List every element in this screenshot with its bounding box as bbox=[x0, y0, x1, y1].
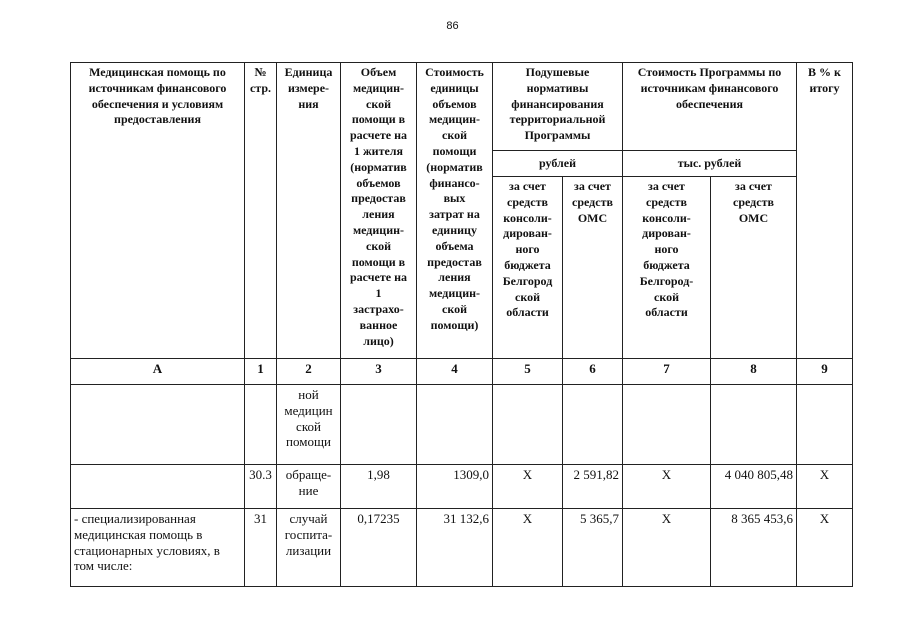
header-unit-thousand-rubles: тыс. рублей bbox=[623, 151, 797, 177]
header-unit: Единица измере- ния bbox=[277, 63, 341, 359]
column-index: 2 bbox=[277, 359, 341, 385]
row-oms-thousand bbox=[711, 385, 797, 465]
column-index: 6 bbox=[563, 359, 623, 385]
row-regional-thousand: Х bbox=[623, 509, 711, 587]
row-unit-cost: 31 132,6 bbox=[417, 509, 493, 587]
row-percent: Х bbox=[797, 465, 853, 509]
row-unit: случай госпита- лизации bbox=[277, 509, 341, 587]
column-index: 7 bbox=[623, 359, 711, 385]
row-name: - специализированная медицинская помощь в стационарных условиях, в том числе: bbox=[71, 509, 245, 587]
row-volume: 1,98 bbox=[341, 465, 417, 509]
header-row-number: № стр. bbox=[245, 63, 277, 359]
column-index: 5 bbox=[493, 359, 563, 385]
header-regional-budget-rubles: за счет средств консоли- дирован- ного бюджета Белгород ской области bbox=[493, 177, 563, 359]
row-name bbox=[71, 385, 245, 465]
row-volume: 0,17235 bbox=[341, 509, 417, 587]
column-index: 4 bbox=[417, 359, 493, 385]
row-volume bbox=[341, 385, 417, 465]
row-regional-thousand bbox=[623, 385, 711, 465]
row-oms-rubles bbox=[563, 385, 623, 465]
header-oms-rubles: за счет средств ОМС bbox=[563, 177, 623, 359]
column-index: А bbox=[71, 359, 245, 385]
header-volume-norm: Объем медицин- ской помощи в расчете на 1 жителя (норматив объемов предостав ления медицин- ской помощи в расчете на 1 застрахо- ванное лицо) bbox=[341, 63, 417, 359]
column-index: 8 bbox=[711, 359, 797, 385]
row-oms-thousand: 8 365 453,6 bbox=[711, 509, 797, 587]
row-oms-thousand: 4 040 805,48 bbox=[711, 465, 797, 509]
row-name bbox=[71, 465, 245, 509]
column-index: 3 bbox=[341, 359, 417, 385]
row-percent bbox=[797, 385, 853, 465]
header-unit-cost: Стоимость единицы объемов медицин- ской помощи (норматив финансо- вых затрат на единицу объема предостав ления медицин- ской помощи) bbox=[417, 63, 493, 359]
row-number bbox=[245, 385, 277, 465]
row-oms-rubles: 2 591,82 bbox=[563, 465, 623, 509]
header-per-capita-norms: Подушевые нормативы финансирования территориальной Программы bbox=[493, 63, 623, 151]
table-row bbox=[71, 385, 853, 465]
column-index: 1 bbox=[245, 359, 277, 385]
row-unit: обраще- ние bbox=[277, 465, 341, 509]
header-percent-total: В % к итогу bbox=[797, 63, 853, 359]
row-percent: Х bbox=[797, 509, 853, 587]
row-number: 30.3 bbox=[245, 465, 277, 509]
row-regional-thousand: Х bbox=[623, 465, 711, 509]
row-regional-rubles: Х bbox=[493, 465, 563, 509]
row-regional-rubles bbox=[493, 385, 563, 465]
row-unit-cost: 1309,0 bbox=[417, 465, 493, 509]
table-row bbox=[71, 509, 853, 587]
column-index: 9 bbox=[797, 359, 853, 385]
table-row bbox=[71, 465, 853, 509]
header-unit-rubles: рублей bbox=[493, 151, 623, 177]
column-index-row bbox=[71, 359, 853, 385]
header-oms-thousand: за счет средств ОМС bbox=[711, 177, 797, 359]
row-unit: ной медицин ской помощи bbox=[277, 385, 341, 465]
header-care-type: Медицинская помощь по источникам финансового обеспечения и условиям предоставления bbox=[71, 63, 245, 359]
financing-table bbox=[70, 62, 853, 587]
row-number: 31 bbox=[245, 509, 277, 587]
row-regional-rubles: Х bbox=[493, 509, 563, 587]
row-oms-rubles: 5 365,7 bbox=[563, 509, 623, 587]
page-number: 86 bbox=[446, 20, 459, 32]
row-unit-cost bbox=[417, 385, 493, 465]
header-program-cost: Стоимость Программы по источникам финансового обеспечения bbox=[623, 63, 797, 151]
header-regional-budget-thousand: за счет средств консоли- дирован- ного бюджета Белгород- ской области bbox=[623, 177, 711, 359]
